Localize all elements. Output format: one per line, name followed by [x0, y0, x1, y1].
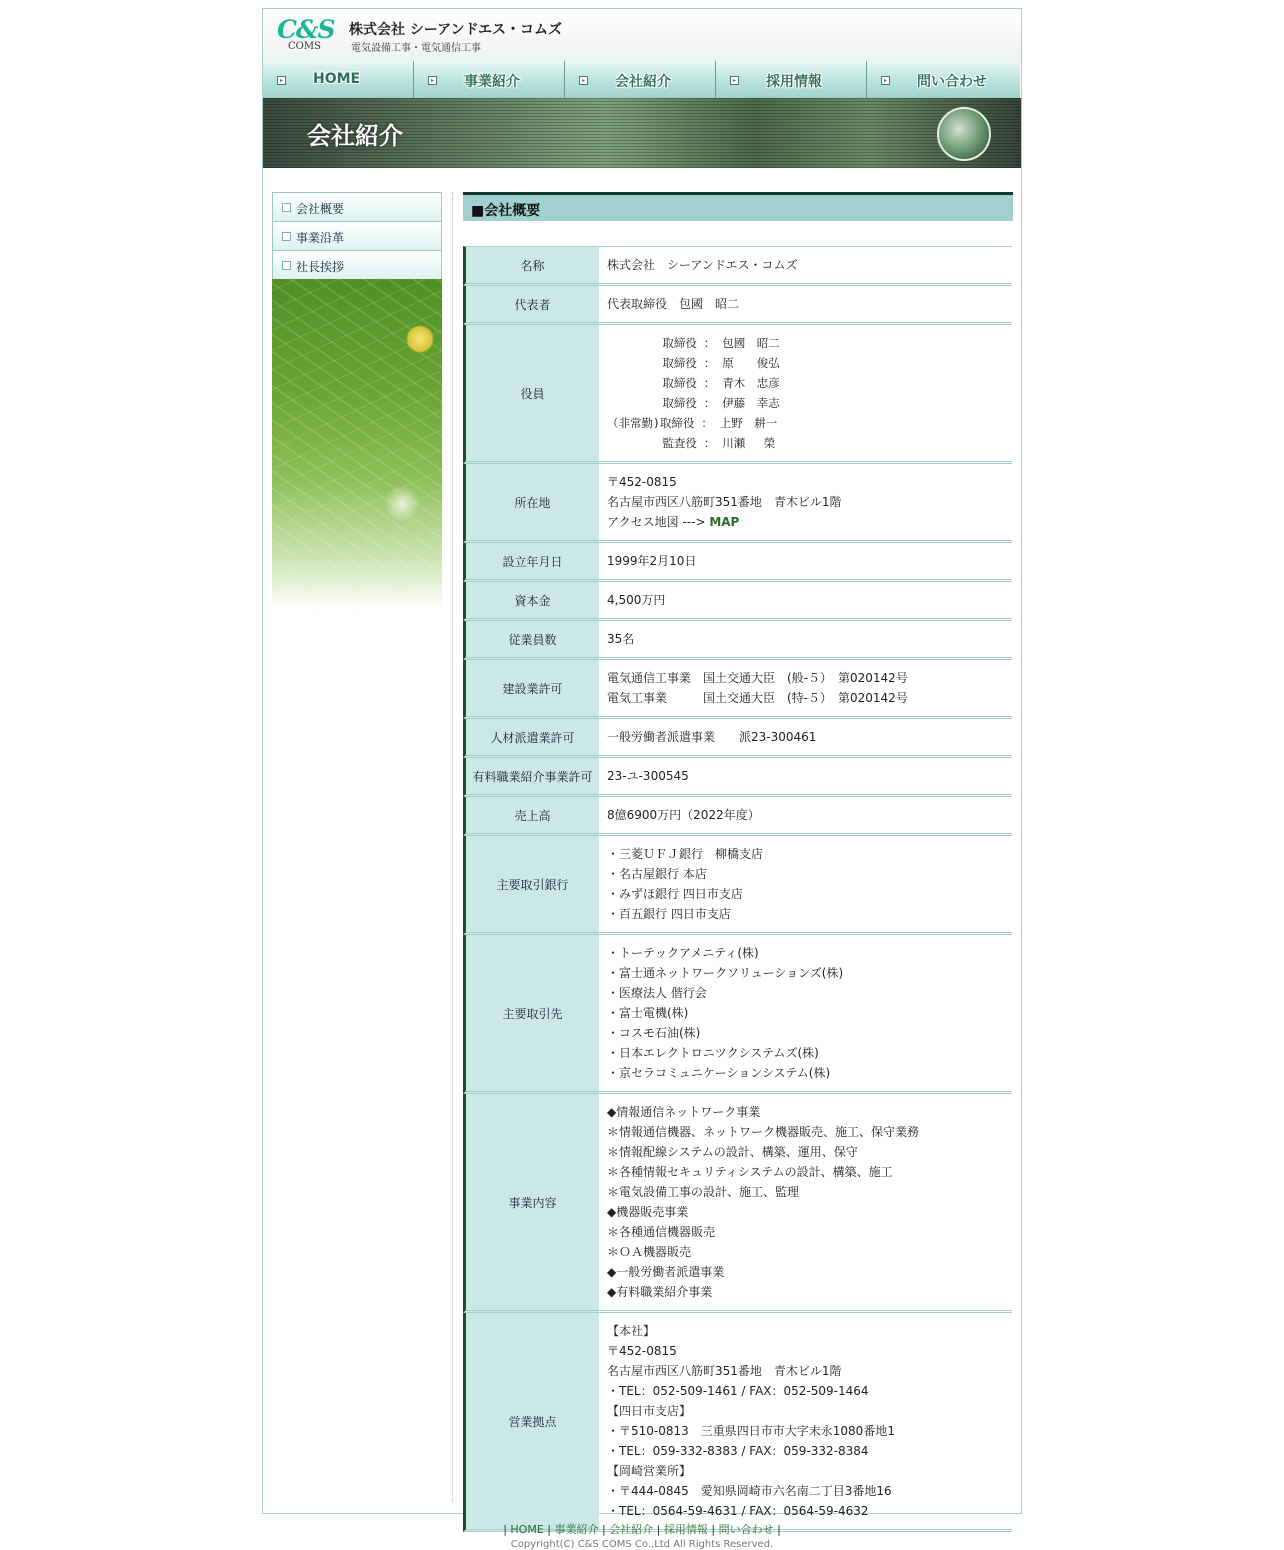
row-value: [599, 325, 1012, 464]
footer: [0, 1521, 1284, 1550]
arrow-icon: ▸: [730, 76, 739, 85]
value-line: ・みずほ銀行 四日市支店: [607, 887, 743, 901]
value-line: ＊各種通信機器販売: [607, 1225, 716, 1239]
row-label: 営業拠点: [463, 1313, 599, 1532]
row-label: 売上高: [463, 797, 599, 836]
value-line: 〒452-0815: [607, 475, 677, 489]
value-line: 取締役 ： 包國 昭二: [607, 336, 780, 350]
access-label: アクセス地図 --->: [607, 515, 710, 529]
row-value: [599, 582, 1012, 621]
value-line: 取締役 ： 青木 忠彦: [607, 376, 780, 390]
value-line: 【四日市支店】: [607, 1404, 692, 1418]
row-value: [599, 621, 1012, 660]
value-line: 代表取締役 包國 昭二: [607, 297, 740, 311]
row-value: [599, 935, 1012, 1094]
table-row: [463, 797, 1012, 836]
value-line: ・富士電機(株): [607, 1006, 689, 1020]
row-label: 資本金: [463, 582, 599, 621]
nav-label: HOME: [313, 71, 361, 87]
logo[interactable]: C&S: [277, 15, 335, 44]
row-label: 建設業許可: [463, 660, 599, 719]
access-map-line: [607, 512, 1004, 532]
value-line: 電気工事業 国土交通大臣 (特-５） 第020142号: [607, 691, 908, 705]
sidebar-item-label: 社長挨拶: [296, 260, 345, 274]
value-line: ・TEL：0564-59-4631 / FAX：0564-59-4632: [607, 1504, 869, 1518]
row-value: [599, 464, 1012, 543]
map-link[interactable]: MAP: [709, 515, 740, 529]
sidebar-item-label: 事業沿革: [296, 231, 345, 245]
value-line: 一般労働者派遣事業 派23-300461: [607, 730, 817, 744]
value-line: ◆一般労働者派遣事業: [607, 1265, 725, 1279]
value-line: （非常勤)取締役 ： 上野 耕一: [607, 416, 778, 430]
nav-business[interactable]: [414, 61, 565, 98]
table-row: [463, 543, 1012, 582]
row-value: [599, 1313, 1012, 1532]
value-line: ◆有料職業紹介事業: [607, 1285, 713, 1299]
value-line: ・富士通ネットワークソリューションズ(株): [607, 966, 844, 980]
value-line: 【本社】: [607, 1324, 656, 1338]
value-line: ◆機器販売事業: [607, 1205, 689, 1219]
footer-link-contact[interactable]: 問い合わせ: [718, 1523, 774, 1536]
row-value: [599, 660, 1012, 719]
section-title: ■会社概要: [463, 192, 1013, 221]
value-line: ＊情報通信機器、ネットワーク機器販売、施工、保守業務: [607, 1125, 920, 1139]
arrow-icon: ▸: [428, 76, 437, 85]
row-value: [599, 286, 1012, 325]
footer-links: | HOME | 事業紹介 | 会社紹介 | 採用情報 | 問い合わせ |: [503, 1523, 781, 1536]
row-label: 主要取引先: [463, 935, 599, 1094]
table-row: [463, 758, 1012, 797]
value-line: 4,500万円: [607, 593, 666, 607]
nav-home[interactable]: [263, 61, 414, 98]
value-line: ＊各種情報セキュリティシステムの設計、構築、施工: [607, 1165, 893, 1179]
value-line: ＊ＯＡ機器販売: [607, 1245, 692, 1259]
row-value: [599, 543, 1012, 582]
table-row: [463, 325, 1012, 464]
row-value: [599, 719, 1012, 758]
value-line: 23-ユ-300545: [607, 769, 689, 783]
row-label: 有料職業紹介事業許可: [463, 758, 599, 797]
circuit-board-image: [272, 279, 442, 609]
sidebar-item-history[interactable]: [272, 221, 442, 250]
row-label: 代表者: [463, 286, 599, 325]
table-row: [463, 935, 1012, 1094]
value-line: ・TEL：059-332-8383 / FAX：059-332-8384: [607, 1444, 869, 1458]
site-header: [263, 9, 1021, 61]
arrow-icon: ▸: [277, 76, 286, 85]
page-banner: [263, 98, 1021, 168]
arrow-icon: ▸: [579, 76, 588, 85]
value-line: ・日本エレクトロニツクシステムズ(株): [607, 1046, 819, 1060]
sidebar-item-overview[interactable]: [272, 192, 442, 221]
square-bullet-icon: [282, 203, 291, 212]
value-line: 名古屋市西区八筋町351番地 青木ビル1階: [607, 495, 842, 509]
table-row: [463, 1313, 1012, 1532]
main-content: [463, 192, 1013, 1532]
footer-link-company[interactable]: 会社紹介: [609, 1523, 654, 1536]
nav-company[interactable]: [565, 61, 716, 98]
sidebar-item-label: 会社概要: [296, 202, 345, 216]
value-line: ・〒510-0813 三重県四日市市大字末永1080番地1: [607, 1424, 895, 1438]
nav-recruit[interactable]: [716, 61, 867, 98]
square-bullet-icon: [282, 232, 291, 241]
value-line: ・コスモ石油(株): [607, 1026, 701, 1040]
company-info-table: [463, 246, 1012, 1532]
value-line: 35名: [607, 632, 635, 646]
row-label: 主要取引銀行: [463, 836, 599, 935]
footer-link-recruit[interactable]: 採用情報: [663, 1523, 708, 1536]
row-value: [599, 1094, 1012, 1313]
main-nav: [263, 61, 1021, 98]
row-label: 事業内容: [463, 1094, 599, 1313]
value-line: 名古屋市西区八筋町351番地 青木ビル1階: [607, 1364, 842, 1378]
value-line: 監査役 ： 川瀬 榮: [607, 436, 776, 450]
value-line: ◆情報通信ネットワーク事業: [607, 1105, 761, 1119]
footer-link-home[interactable]: HOME: [510, 1523, 544, 1536]
nav-label: 会社紹介: [615, 74, 671, 90]
table-row: [463, 1094, 1012, 1313]
row-value: [599, 797, 1012, 836]
table-row: [463, 464, 1012, 543]
value-line: 株式会社 シーアンドエス・コムズ: [607, 258, 798, 272]
arrow-icon: ▸: [881, 76, 890, 85]
page-frame: [262, 8, 1022, 1518]
value-line: 1999年2月10日: [607, 554, 697, 568]
table-row: [463, 719, 1012, 758]
row-label: 人材派遣業許可: [463, 719, 599, 758]
sidebar: [272, 192, 442, 609]
value-line: 取締役 ： 原 俊弘: [607, 356, 780, 370]
value-line: ・三菱ＵＦＪ銀行 柳橋支店: [607, 847, 764, 861]
table-row: [463, 582, 1012, 621]
row-label: 名称: [463, 246, 599, 286]
nav-contact[interactable]: [867, 61, 1020, 98]
copyright: Copyright(C) C&S COMS Co.,Ltd All Rights Reserved.: [510, 1539, 774, 1550]
table-row: [463, 660, 1012, 719]
square-bullet-icon: [282, 261, 291, 270]
row-value: [599, 246, 1012, 286]
value-line: 電気通信工事業 国土交通大臣 (般-５） 第020142号: [607, 671, 908, 685]
nav-label: 採用情報: [766, 74, 822, 90]
row-label: 設立年月日: [463, 543, 599, 582]
nav-label: 事業紹介: [464, 74, 520, 90]
value-line: ・TEL：052-509-1461 / FAX：052-509-1464: [607, 1384, 869, 1398]
circuit-badge-image: [937, 107, 991, 161]
value-line: 〒452-0815: [607, 1344, 677, 1358]
nav-label: 問い合わせ: [917, 74, 987, 90]
value-line: ・トーテックアメニティ(株): [607, 946, 759, 960]
value-line: 取締役 ： 伊藤 幸志: [607, 396, 780, 410]
value-line: ＊電気設備工事の設計、施工、監理: [607, 1185, 800, 1199]
table-row: [463, 246, 1012, 286]
row-label: 従業員数: [463, 621, 599, 660]
table-row: [463, 286, 1012, 325]
value-line: 【岡崎営業所】: [607, 1464, 692, 1478]
table-row: [463, 621, 1012, 660]
company-name: 株式会社 シーアンドエス・コムズ: [349, 22, 563, 38]
footer-link-business[interactable]: 事業紹介: [554, 1523, 599, 1536]
table-row: [463, 836, 1012, 935]
value-line: ＊情報配線システムの設計、構築、運用、保守: [607, 1145, 858, 1159]
value-line: 8億6900万円（2022年度）: [607, 808, 760, 822]
row-label: 所在地: [463, 464, 599, 543]
sidebar-item-greeting[interactable]: [272, 250, 442, 279]
banner-title: 会社紹介: [307, 121, 403, 150]
company-tagline: 電気設備工事・電気通信工事: [351, 43, 481, 54]
row-value: [599, 758, 1012, 797]
row-value: [599, 836, 1012, 935]
value-line: ・名古屋銀行 本店: [607, 867, 707, 881]
value-line: ・医療法人 偕行会: [607, 986, 707, 1000]
value-line: ・京セラコミュニケーションシステム(株): [607, 1066, 831, 1080]
logo-subtext: COMS: [288, 41, 321, 52]
value-line: ・百五銀行 四日市支店: [607, 907, 731, 921]
column-divider: [452, 192, 453, 1502]
row-label: 役員: [463, 325, 599, 464]
value-line: ・〒444-0845 愛知県岡崎市六名南二丁目3番地16: [607, 1484, 892, 1498]
